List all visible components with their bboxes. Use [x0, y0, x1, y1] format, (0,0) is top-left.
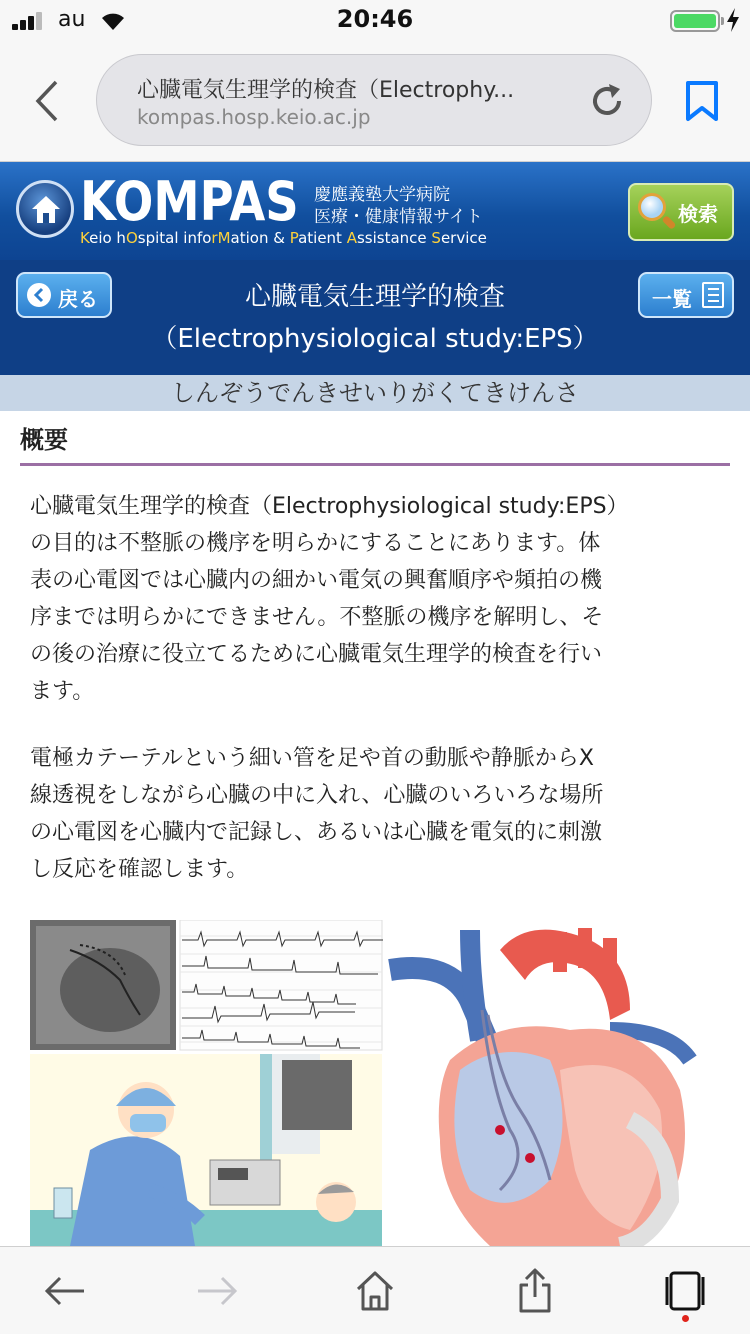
tagline-text: ervice [440, 229, 487, 247]
eps-illustration [30, 920, 720, 1246]
doctor-scene-illustration [30, 1054, 382, 1246]
tagline-initial: P [289, 229, 299, 247]
bookmark-icon[interactable] [684, 80, 720, 122]
section-title-overview: 概要 [20, 426, 68, 454]
tagline-initial: A [346, 229, 357, 247]
text-line: 序までは明らかにできません。不整脈の機序を解明し、そ [30, 605, 604, 630]
url-host: kompas.hosp.keio.ac.jp [137, 105, 371, 129]
url-field[interactable] [96, 54, 652, 146]
reload-icon[interactable] [587, 81, 627, 121]
text-line: の後の治療に役立てるために心臓電気生理学的検査を行い [30, 642, 603, 667]
magnifier-icon [638, 193, 666, 221]
page-title-english: （Electrophysiological study:EPS） [151, 324, 599, 354]
browser-back-chevron-icon[interactable] [30, 78, 64, 124]
site-subtitle-hospital: 慶應義塾大学病院 [314, 185, 450, 205]
tagline-initial: rM [211, 229, 231, 247]
home-icon[interactable] [350, 1267, 400, 1315]
site-tagline [80, 229, 487, 247]
battery-icon [670, 10, 720, 32]
back-button-label: 戻る [58, 287, 98, 311]
tagline-initial: O [125, 229, 138, 247]
heart-catheter-illustration [386, 920, 720, 1246]
tagline-text: atient [298, 229, 347, 247]
tagline-text: ssistance [356, 229, 432, 247]
text-line: 心臓電気生理学的検査（Electrophysiological study:EPS） [30, 494, 629, 519]
tabs-indicator-dot [682, 1315, 689, 1322]
tabs-icon[interactable] [660, 1267, 710, 1315]
site-header [0, 162, 750, 260]
text-line: 表の心電図では心臓内の細かい電気の興奮順序や頻拍の機 [30, 568, 603, 593]
url-page-title: 心臓電気生理学的検査（Electrophy... [137, 78, 515, 103]
status-bar [0, 0, 750, 40]
section-divider [20, 463, 730, 466]
ecg-traces [180, 920, 383, 1050]
text-line: 線透視をしながら心臓の中に入れ、心臓のいろいろな場所 [30, 783, 604, 808]
list-button-label: 一覧 [652, 287, 692, 311]
text-line: し反応を確認します。 [30, 857, 249, 882]
browser-toolbar [0, 1246, 750, 1334]
page-title-band [0, 260, 750, 375]
home-button[interactable] [16, 180, 74, 238]
fluoroscopy-image [30, 920, 176, 1050]
site-subtitle-info: 医療・健康情報サイト [314, 207, 483, 227]
share-icon[interactable] [510, 1267, 560, 1315]
text-line: ます。 [30, 679, 95, 704]
tagline-text: ation & [230, 229, 290, 247]
home-icon [29, 192, 63, 226]
site-logo: KOMPAS [80, 170, 299, 233]
browser-address-bar [0, 40, 750, 162]
back-arrow-icon[interactable] [40, 1267, 90, 1315]
text-line: 電極カテーテルという細い管を足や首の動脈や静脈からX [30, 746, 594, 771]
overview-paragraph-2 [30, 740, 720, 888]
tagline-initial: K [80, 229, 90, 247]
clock: 20:46 [336, 5, 414, 33]
overview-paragraph-1 [30, 488, 720, 710]
search-button-label: 検索 [678, 202, 718, 226]
tagline-text: spital info [137, 229, 212, 247]
list-icon [702, 282, 724, 308]
charging-icon [726, 8, 740, 32]
page-title: 心臓電気生理学的検査 [244, 282, 505, 312]
search-button[interactable] [628, 183, 734, 241]
tagline-initial: S [431, 229, 441, 247]
list-button[interactable] [638, 272, 734, 318]
forward-arrow-icon[interactable] [192, 1267, 242, 1315]
tagline-text: eio h [89, 229, 126, 247]
text-line: の目的は不整脈の機序を明らかにすることにあります。体 [30, 531, 601, 556]
carrier-label: au [58, 7, 86, 32]
text-line: の心電図を心臓内で記録し、あるいは心臓を電気的に刺激 [30, 820, 603, 845]
title-reading: しんぞうでんきせいりがくてきけんさ [0, 375, 750, 411]
